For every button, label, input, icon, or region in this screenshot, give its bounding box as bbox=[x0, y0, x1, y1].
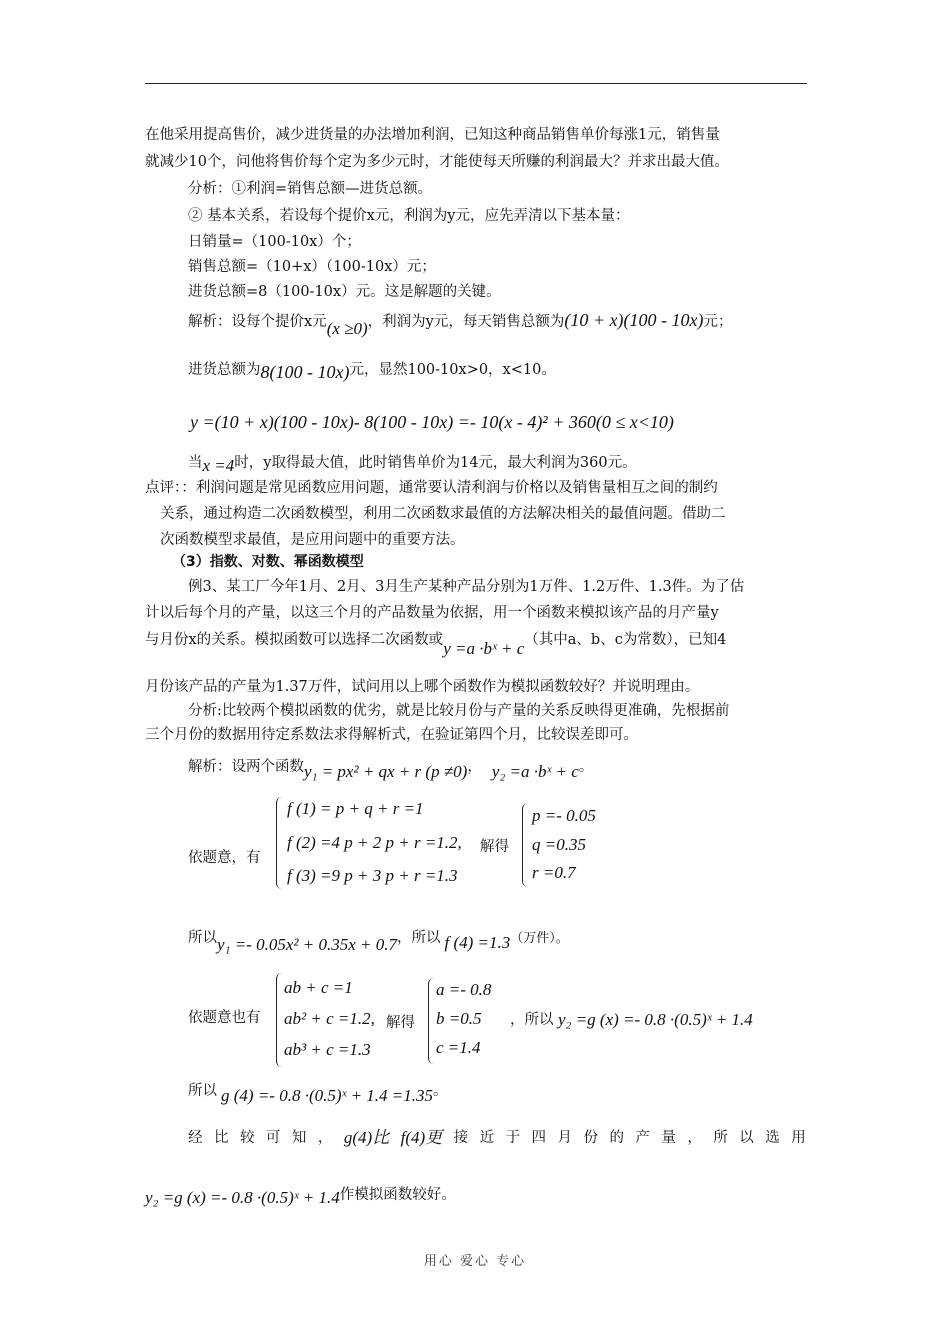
text-span: 可 bbox=[265, 1130, 281, 1146]
left-brace bbox=[276, 797, 283, 889]
solution-row: q =0.35 bbox=[532, 835, 586, 854]
math-expression: y₁ = px² + qx + r (p ≠0) bbox=[304, 762, 468, 781]
text-span: ，利润为y元，每天销售总额为 bbox=[367, 314, 565, 330]
solution-row: p =- 0.05 bbox=[532, 806, 596, 825]
text-span: 。 bbox=[433, 1083, 448, 1099]
text-line: 日销量=（100-10x）个； bbox=[188, 234, 361, 250]
text-line bbox=[188, 927, 569, 954]
solution-row: a =- 0.8 bbox=[436, 980, 492, 999]
text-line: 进货总额=8（100-10x）元。这是解题的关键。 bbox=[188, 284, 501, 300]
text-line bbox=[188, 310, 733, 338]
text-line: 就减少10个，问他将售价每个定为多少元时，才能使每天所赚的利润最大？并求出最大值。 bbox=[145, 154, 729, 170]
page-footer: 用心 爱心 专心 bbox=[423, 1254, 527, 1269]
text-span: ， bbox=[467, 759, 482, 775]
text-span: 与月份x的关系。模拟函数可以选择二次函数或 bbox=[145, 632, 444, 648]
text-span: ， bbox=[317, 1130, 333, 1146]
text-line: 分析：①利润=销售总额—进货总额。 bbox=[188, 181, 433, 197]
solution-row: r =0.7 bbox=[532, 863, 576, 882]
text-line bbox=[188, 1080, 448, 1105]
text-span: 。 bbox=[578, 759, 594, 775]
text-span: ，所以 bbox=[396, 930, 441, 946]
text-span: 量 bbox=[661, 1130, 676, 1146]
text-span: 所 bbox=[713, 1130, 728, 1146]
text-span: 选 bbox=[765, 1130, 780, 1146]
equation-row: ab² + c =1.2, bbox=[284, 1009, 375, 1028]
equation-row: ab³ + c =1.3 bbox=[284, 1040, 371, 1059]
text-span: 元，显然100-10x>0，x<10。 bbox=[349, 362, 556, 378]
text-span: 经 bbox=[188, 1130, 203, 1146]
math-expression: y₂ =g (x) =- 0.8 ·(0.5)ˣ + 1.4 bbox=[558, 1010, 753, 1029]
text-span: ，所以 bbox=[510, 1012, 554, 1028]
text-line bbox=[145, 1184, 456, 1205]
text-span: 产 bbox=[635, 1130, 650, 1146]
text-line: ② 基本关系，若设每个提价x元，利润为y元，应先弄清以下基本量： bbox=[188, 208, 630, 224]
text-line: 关系，通过构造二次函数模型，利用二次函数求最值的方法解决相关的最值问题。借助二 bbox=[160, 506, 726, 522]
solution-row: c =1.4 bbox=[436, 1038, 481, 1057]
text-span: 依题意，有 bbox=[188, 850, 261, 866]
math-expression: y₂ =a ·bˣ + c bbox=[491, 762, 579, 781]
math-expression: g (4) =- 0.8 ·(0.5)ˣ + 1.4 =1.35 bbox=[221, 1086, 434, 1105]
left-brace bbox=[522, 803, 529, 887]
math-expression: (x ≥0) bbox=[326, 319, 368, 338]
math-expression: f (4) =1.3 bbox=[444, 933, 511, 952]
text-span: （其中a、b、c为常数），已知4 bbox=[524, 632, 727, 648]
text-span: 所以 bbox=[188, 930, 217, 946]
text-line-justified bbox=[188, 1128, 806, 1148]
left-brace bbox=[428, 978, 435, 1064]
text-line bbox=[145, 629, 727, 658]
text-span: 于 bbox=[505, 1130, 521, 1146]
math-expression: y₁ =- 0.05x² + 0.35x + 0.7 bbox=[217, 935, 397, 954]
solution-row: b =0.5 bbox=[436, 1009, 482, 1028]
text-span: 解析：设每个提价x元 bbox=[188, 314, 327, 330]
left-brace bbox=[276, 973, 283, 1067]
text-line: 例3、某工厂今年1月、2月、3月生产某种产品分别为1万件、1.2万件、1.3件。为了估 bbox=[188, 579, 745, 595]
text-span: （万件）。 bbox=[510, 931, 569, 946]
math-expression: y₂ =g (x) =- 0.8 ·(0.5)ˣ + 1.4 bbox=[145, 1188, 340, 1207]
text-span: 所以 bbox=[188, 1083, 217, 1099]
text-span: 解得 bbox=[480, 839, 509, 855]
text-span: 近 bbox=[479, 1130, 495, 1146]
text-line: 在他采用提高售价，减少进货量的办法增加利润，已知这种商品销售单价每涨1元，销售量 bbox=[145, 127, 720, 143]
text-span: 时，y取得最大值，此时销售单价为14元，最大利润为360元。 bbox=[234, 455, 637, 471]
text-line bbox=[188, 452, 637, 473]
section-heading: （3）指数、对数、幂函数模型 bbox=[172, 554, 364, 570]
text-line: 销售总额=（10+x）（100-10x）元； bbox=[188, 259, 436, 275]
text-line: 三个月份的数据用待定系数法求得解析式，在验证第四个月，比较误差即可。 bbox=[145, 727, 638, 743]
text-span: 四 bbox=[531, 1130, 547, 1146]
equation-row: f (3) =9 p + 3 p + r =1.3 bbox=[287, 866, 458, 885]
text-line: 分析:比较两个模拟函数的优劣，就是比较月份与产量的关系反映得更准确，先根据前 bbox=[188, 703, 730, 719]
text-span: 较 bbox=[239, 1130, 255, 1146]
text-span: 用 bbox=[791, 1130, 806, 1146]
equation-row: f (2) =4 p + 2 p + r =1.2, bbox=[287, 833, 462, 852]
text-span: 作模拟函数较好。 bbox=[339, 1187, 456, 1203]
equation-row: f (1) = p + q + r =1 bbox=[287, 799, 424, 818]
text-line: 点评：：利润问题是常见函数应用问题，通常要认清利润与价格以及销售量相互之间的制约 bbox=[145, 480, 718, 496]
equation: y =(10 + x)(100 - 10x)- 8(100 - 10x) =- 10(x - 4)² + 360(0 ≤ x<10) bbox=[190, 412, 674, 432]
text-span: 解析：设两个函数 bbox=[188, 759, 304, 775]
math-expression: y =a ·bˣ + c bbox=[443, 639, 525, 658]
text-span: 接 bbox=[453, 1130, 469, 1146]
text-line: 次函数模型求最值，是应用问题中的重要方法。 bbox=[160, 532, 465, 548]
text-line bbox=[188, 358, 556, 380]
math-expression: g(4)比 bbox=[343, 1128, 390, 1147]
text-line: 计以后每个月的产量，以这三个月的产品数量为依据，用一个函数来模拟该产品的月产量y bbox=[145, 605, 719, 621]
header-rule bbox=[145, 83, 807, 84]
math-expression: f(4)更 bbox=[400, 1128, 443, 1147]
text-line: 月份该产品的产量为1.37万件，试问用以上哪个函数作为模拟函数较好？并说明理由。 bbox=[145, 679, 700, 695]
text-span: 当 bbox=[188, 455, 203, 471]
math-expression: (10 + x)(100 - 10x) bbox=[564, 310, 704, 330]
math-expression: x =4 bbox=[202, 456, 235, 475]
math-expression: 8(100 - 10x) bbox=[260, 362, 350, 382]
text-line bbox=[188, 756, 594, 781]
text-span: 依题意也有 bbox=[188, 1010, 261, 1026]
text-span: 进货总额为 bbox=[188, 362, 261, 378]
text-span: 知 bbox=[291, 1130, 307, 1146]
text-span: ， bbox=[687, 1130, 702, 1146]
text-span: 的 bbox=[609, 1130, 624, 1146]
equation-row: ab + c =1 bbox=[284, 978, 353, 997]
text-span: 以 bbox=[739, 1130, 754, 1146]
text-span: 月 bbox=[557, 1130, 572, 1146]
text-span: 解得 bbox=[386, 1015, 415, 1031]
text-span: 元； bbox=[703, 314, 733, 330]
text-span: 份 bbox=[583, 1130, 598, 1146]
text-span: 比 bbox=[213, 1130, 229, 1146]
